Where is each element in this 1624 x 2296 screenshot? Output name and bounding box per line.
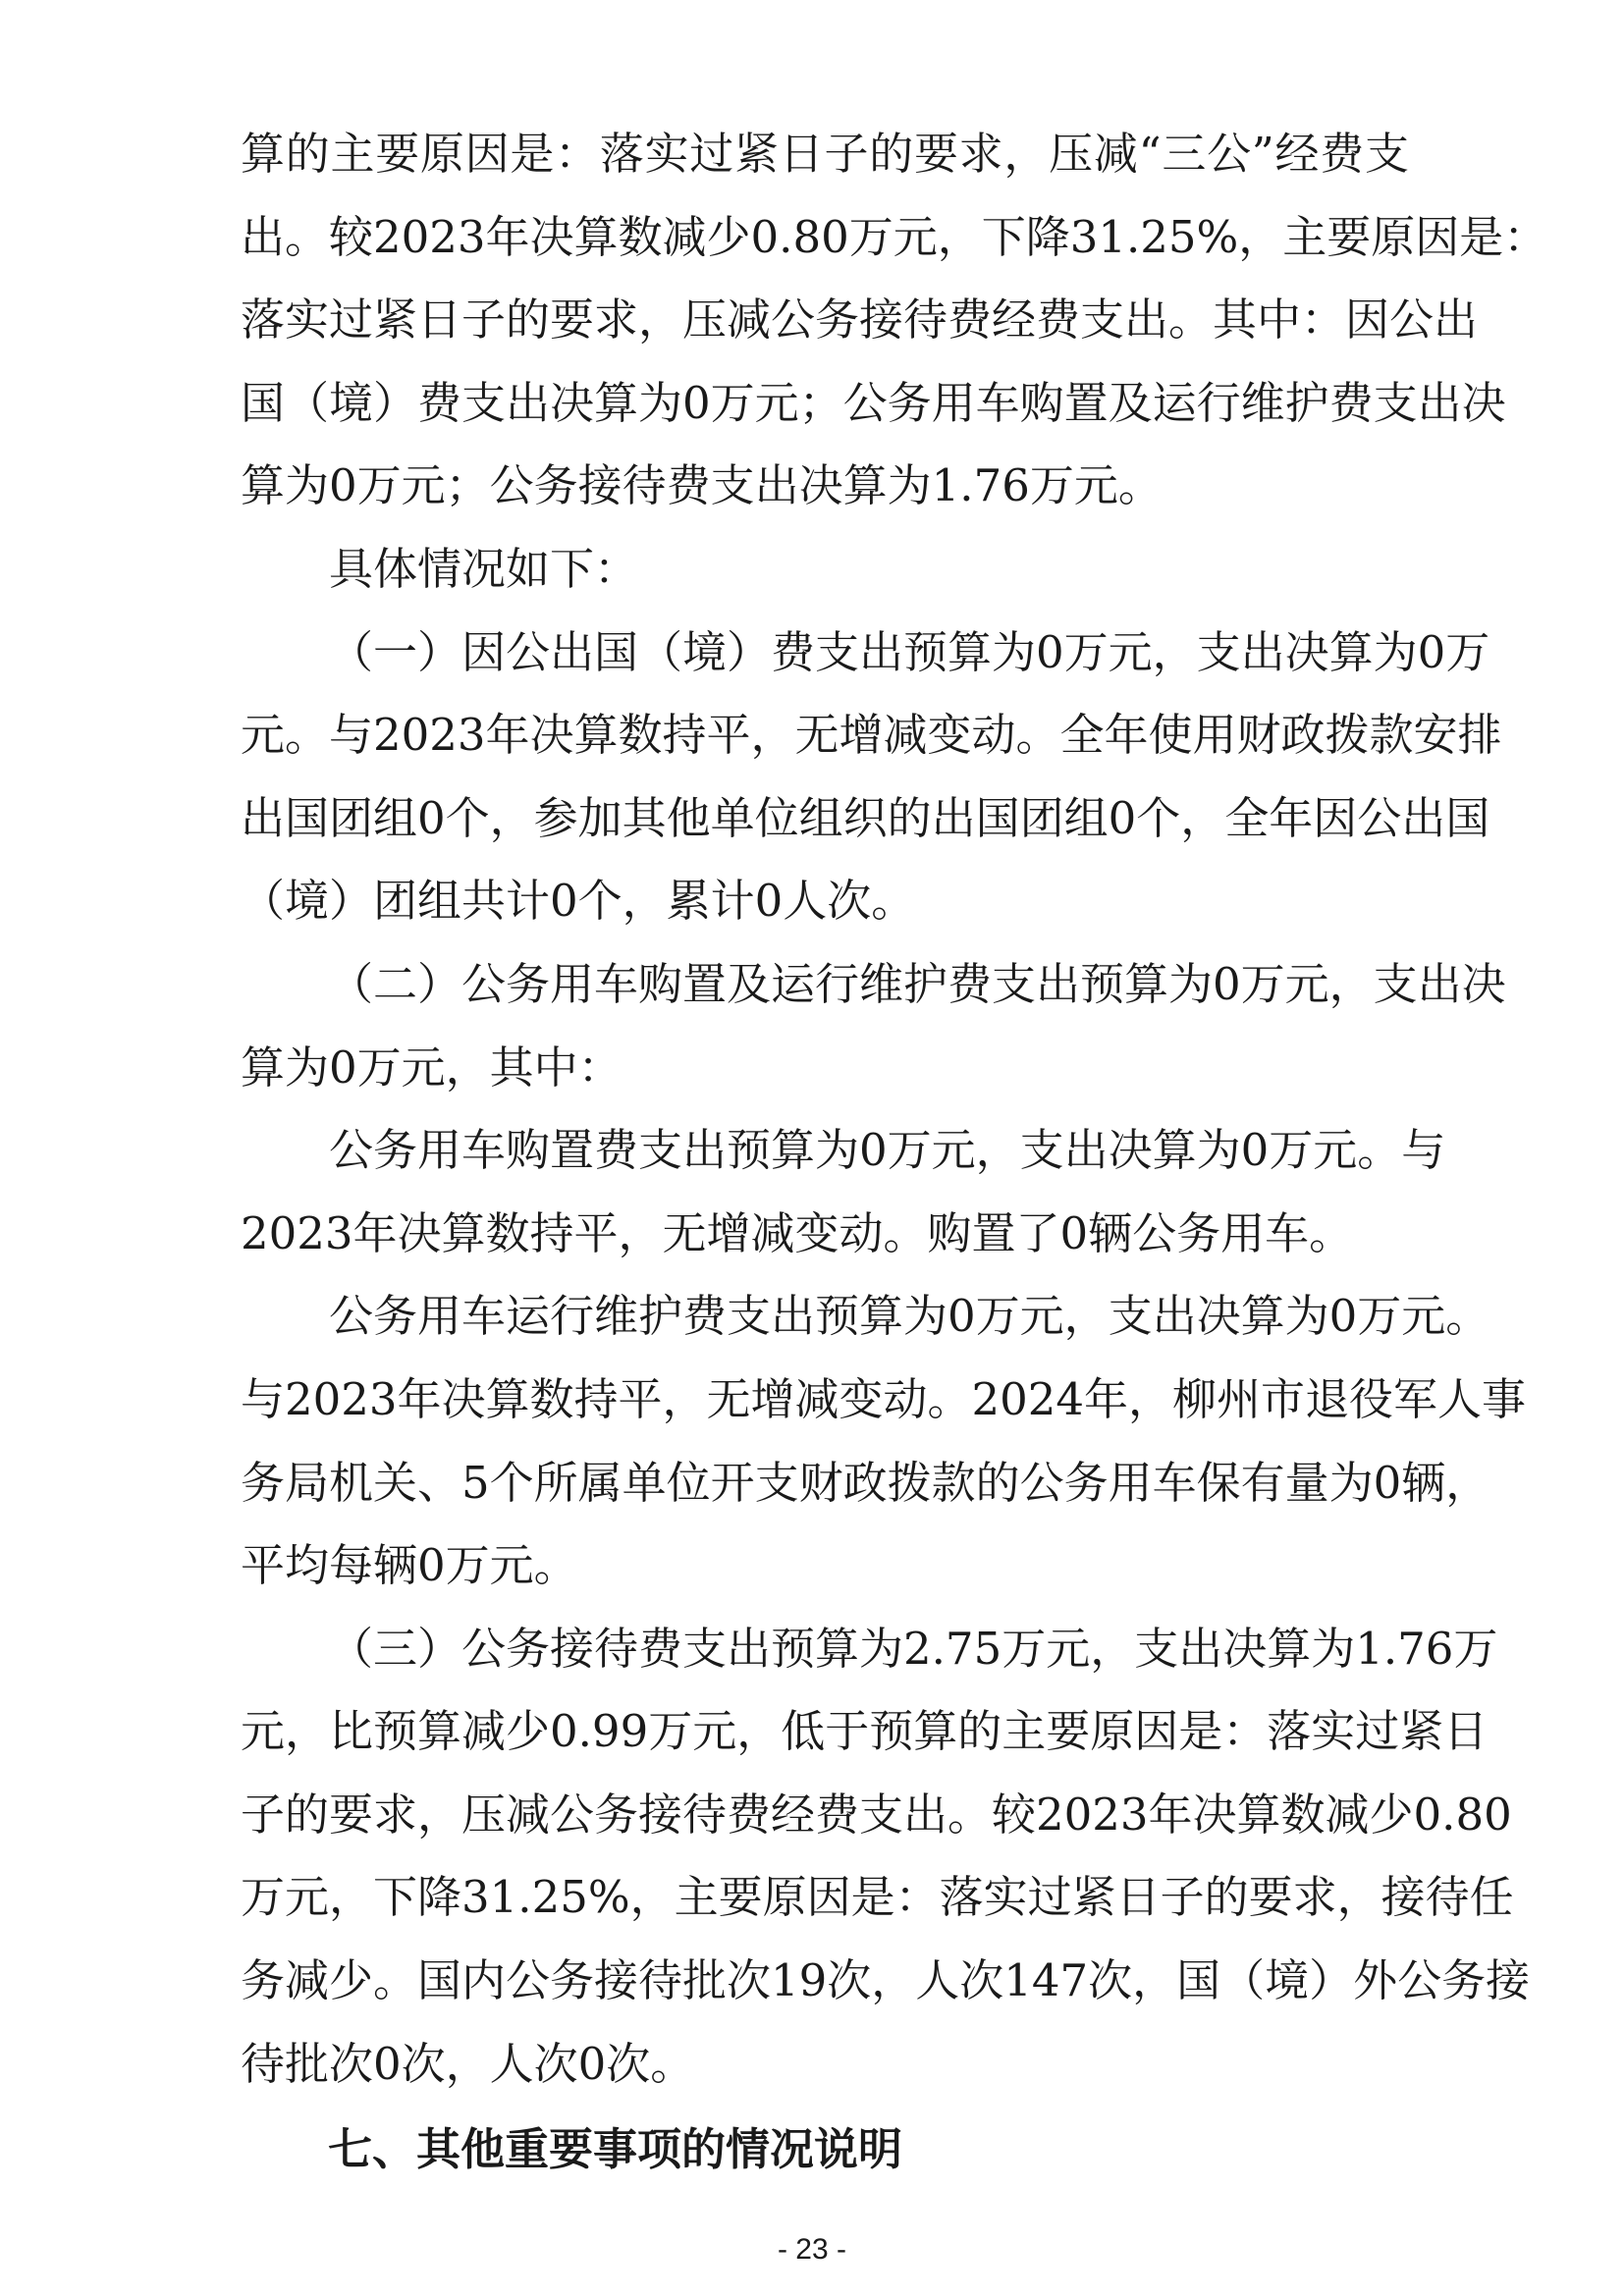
text-line: 公务用车购置费支出预算为0万元，支出决算为0万元。与 [329, 1124, 1446, 1177]
text-line: 落实过紧日子的要求，压减公务接待费经费支出。其中：因公出 [241, 294, 1479, 347]
text-line: （境）团组共计0个，累计0人次。 [241, 875, 916, 928]
text-line: 算为0万元，其中： [241, 1041, 623, 1094]
section-heading: 七、其他重要事项的情况说明 [328, 2123, 903, 2175]
text-line: 平均每辆0万元。 [241, 1539, 578, 1592]
text-line: 元，比预算减少0.99万元，低于预算的主要原因是：落实过紧日 [241, 1705, 1489, 1758]
text-line: 算的主要原因是：落实过紧日子的要求，压减“三公”经费支 [241, 128, 1409, 180]
text-line: 子的要求，压减公务接待费经费支出。较2023年决算数减少0.80 [241, 1788, 1512, 1841]
text-line: 出。较2023年决算数减少0.80万元，下降31.25%，主要原因是： [241, 210, 1548, 263]
text-line: 元。与2023年决算数持平，无增减变动。全年使用财政拨款安排 [241, 709, 1502, 762]
text-line: 待批次0次，人次0次。 [241, 2037, 695, 2090]
text-line: （三）公务接待费支出预算为2.75万元，支出决算为1.76万 [329, 1622, 1498, 1675]
text-line: 与2023年决算数持平，无增减变动。2024年，柳州市退役军人事 [241, 1372, 1527, 1425]
body-text [241, 113, 1548, 2106]
text-line: 国（境）费支出决算为0万元；公务用车购置及运行维护费支出决 [241, 376, 1506, 429]
text-line: 算为0万元；公务接待费支出决算为1.76万元。 [241, 459, 1163, 512]
page-number: - 23 - [777, 2233, 847, 2266]
text-line: （一）因公出国（境）费支出预算为0万元，支出决算为0万 [329, 625, 1490, 678]
text-line: 出国团组0个，参加其他单位组织的出国团组0个，全年因公出国 [241, 791, 1490, 844]
text-line: （二）公务用车购置及运行维护费支出预算为0万元，支出决 [329, 957, 1506, 1010]
text-line: 2023年决算数持平，无增减变动。购置了0辆公务用车。 [241, 1206, 1354, 1259]
text-line: 务减少。国内公务接待批次19次，人次147次，国（境）外公务接 [241, 1954, 1531, 2007]
text-line: 公务用车运行维护费支出预算为0万元，支出决算为0万元。 [329, 1290, 1490, 1343]
text-line: 具体情况如下： [329, 542, 639, 595]
text-line: 万元，下降31.25%，主要原因是：落实过紧日子的要求，接待任 [241, 1871, 1514, 1924]
text-line: 务局机关、5个所属单位开支财政拨款的公务用车保有量为0辆， [241, 1456, 1490, 1509]
